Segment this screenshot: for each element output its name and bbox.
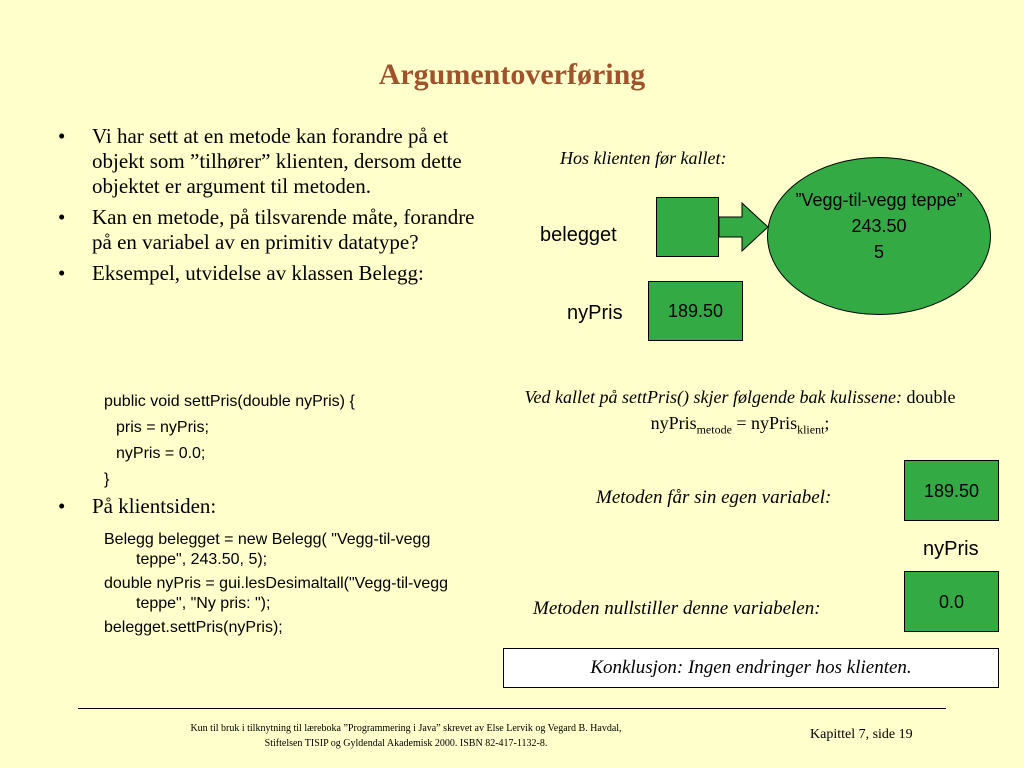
reference-arrow <box>718 197 770 257</box>
bullet-1: • Vi har sett at en metode kan forandre på et objekt som ”tilhører” klienten, dersom dette objektet er argument til metoden. <box>58 124 478 199</box>
label-nypris-client: nyPris <box>567 302 623 324</box>
client-code <box>104 530 454 638</box>
code-line: double nyPris = gui.lesDesimaltall("Vegg-til-vegg teppe", "Ny pris: "); <box>104 575 449 612</box>
call-code-2: = nyPris <box>731 413 798 433</box>
belegg-object <box>767 157 991 315</box>
call-code-1: double nyPris <box>650 387 956 433</box>
nypris-method-box: 189.50 <box>904 460 999 521</box>
page-number: Kapittel 7, side 19 <box>810 727 913 742</box>
object-price: 243.50 <box>851 216 907 236</box>
code-line: belegget.settPris(nyPris); <box>104 619 283 636</box>
code-line: Belegg belegget = new Belegg( "Vegg-til-vegg teppe", 243.50, 5); <box>104 531 431 568</box>
label-belegget: belegget <box>540 224 617 246</box>
call-sub-1: metode <box>696 422 732 437</box>
caption-before-call: Hos klienten før kallet: <box>560 148 727 168</box>
object-name: ”Vegg-til-vegg teppe” <box>795 190 963 210</box>
call-caption: Ved kallet på settPris() skjer følgende bak kulissene: <box>524 387 902 407</box>
code-line: } <box>104 471 110 488</box>
call-sub-2: klient <box>797 422 825 437</box>
own-variable-caption: Metoden får sin egen variabel: <box>596 487 832 508</box>
reset-caption: Metoden nullstiller denne variabelen: <box>533 598 821 619</box>
slide-title: Argumentoverføring <box>378 58 646 91</box>
call-code-3: ; <box>824 413 830 433</box>
footer-text <box>150 721 662 751</box>
nypris-reset-box: 0.0 <box>904 571 999 632</box>
bullet-3: • Eksempel, utvidelse av klassen Belegg: <box>58 261 478 286</box>
object-count: 5 <box>873 242 884 262</box>
code-line: nyPris = 0.0; <box>116 445 206 462</box>
code-line: public void settPris(double nyPris) { <box>104 393 355 410</box>
call-description <box>520 384 960 443</box>
method-code <box>104 389 355 493</box>
footer-divider <box>78 708 946 709</box>
bullet-2: • Kan en metode, på tilsvarende måte, forandre på en variabel av en primitiv datatype? <box>58 205 478 255</box>
label-nypris-method: nyPris <box>923 538 979 560</box>
belegget-reference-box <box>656 197 719 257</box>
nypris-client-box: 189.50 <box>648 281 743 341</box>
footer-line-2: Stiftelsen TISIP og Gyldendal Akademisk 2000. ISBN 82-417-1132-8. <box>264 738 548 749</box>
code-line: pris = nyPris; <box>116 419 209 436</box>
bullet-4: • På klientsiden: <box>58 494 216 519</box>
conclusion-box: Konklusjon: Ingen endringer hos klienten. <box>503 648 999 688</box>
footer-line-1: Kun til bruk i tilknytning til læreboka ”Programmering i Java” skrevet av Else Lervik og Vegard B. Havdal, <box>190 723 622 734</box>
